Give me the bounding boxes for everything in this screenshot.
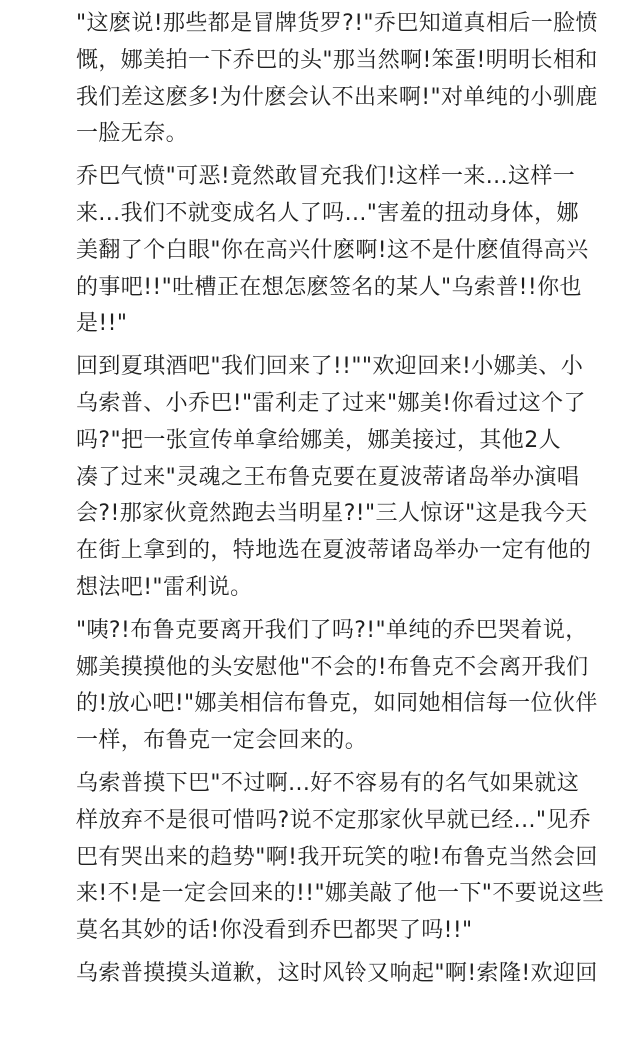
paragraph [76, 613, 636, 760]
text-line: 来...我们不就变成名人了吗..."害羞的扭动身体，娜 [76, 200, 579, 226]
text-line: 慨，娜美拍一下乔巴的头"那当然啊!笨蛋!明明长相和 [76, 47, 598, 73]
text-line: 样放弃不是很可惜吗?说不定那家伙早就已经..."见乔 [76, 807, 592, 833]
paragraph [76, 956, 636, 993]
text-line: 的事吧!!"吐槽正在想怎麽签名的某人"乌索普!!你也 [76, 274, 582, 300]
article-text [76, 6, 636, 993]
text-line: 乔巴气愤"可恶!竟然敢冒充我们!这样一来...这样一 [76, 164, 576, 190]
text-line: 巴有哭出来的趋势"啊!我开玩笑的啦!布鲁克当然会回 [76, 844, 598, 870]
text-line: 的!放心吧!"娜美相信布鲁克，如同她相信每一位伙伴 [76, 691, 598, 717]
text-line: 吗?"把一张宣传单拿给娜美，娜美接过，其他2人 [76, 427, 561, 453]
text-line: 来!不!是一定会回来的!!"娜美敲了他一下"不要说这些 [76, 881, 605, 907]
text-line: 想法吧!"雷利说。 [76, 574, 253, 600]
text-line: 是!!" [76, 311, 128, 337]
text-line: 乌索普摸下巴"不过啊...好不容易有的名气如果就这 [76, 770, 580, 796]
text-line: 莫名其妙的话!你没看到乔巴都哭了吗!!" [76, 918, 473, 944]
text-line: 凑了过来"灵魂之王布鲁克要在夏波蒂诸岛举办演唱 [76, 464, 580, 490]
text-line: 会?!那家伙竟然跑去当明星?!"三人惊讶"这是我今天 [76, 501, 588, 527]
paragraph [76, 766, 636, 950]
text-line: 回到夏琪酒吧"我们回来了!!""欢迎回来!小娜美、小 [76, 354, 584, 380]
text-line: "这麽说!那些都是冒牌货罗?!"乔巴知道真相后一脸愤 [76, 11, 598, 36]
text-line: 一样，布鲁克一定会回来的。 [76, 728, 368, 754]
text-line: 在街上拿到的，特地选在夏波蒂诸岛举办一定有他的 [76, 538, 592, 564]
text-line: 美翻了个白眼"你在高兴什麽啊!这不是什麽值得高兴 [76, 237, 589, 263]
text-line: 我们差这麽多!为什麽会认不出来啊!"对单纯的小驯鹿 [76, 84, 598, 110]
paragraph [76, 349, 636, 607]
text-line: "咦?!布鲁克要离开我们了吗?!"单纯的乔巴哭着说， [76, 617, 588, 643]
text-line: 娜美摸摸他的头安慰他"不会的!布鲁克不会离开我们 [76, 654, 589, 680]
text-line: 一脸无奈。 [76, 121, 189, 147]
text-line: 乌索普摸摸头道歉，这时风铃又响起"啊!索隆!欢迎回 [76, 960, 598, 986]
text-line: 乌索普、小乔巴!"雷利走了过来"娜美!你看过这个了 [76, 390, 586, 416]
paragraph [76, 6, 636, 153]
paragraph [76, 159, 636, 343]
